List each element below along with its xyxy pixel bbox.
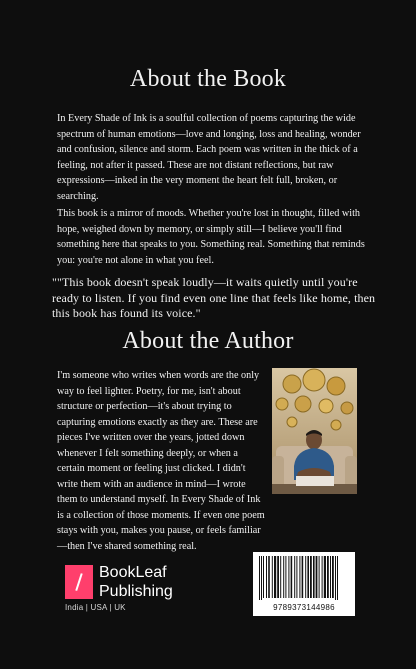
- barcode-bar: [299, 556, 300, 598]
- barcode-bar: [259, 556, 260, 600]
- about-book-paragraph-1: In Every Shade of Ink is a soulful collection of poems capturing the wide spectrum of human emotions—love and longing, loss and healing, wonder and confusion, silence and storm. Each poem was written in the thick of a feeling, not after it passed. These are not distant reflections, but raw expressions—inked in the very moment the heart felt full, broken, or searching.: [57, 113, 361, 202]
- publisher-name-line-1: BookLeaf: [99, 564, 167, 581]
- barcode-bar: [283, 556, 284, 598]
- author-bio: I'm someone who writes when words are the only way to feel lighter. Poetry, for me, isn't about structure or perfection—it's about trying to capturing emotions exactly as they are. These are pieces I've written over the years, jotted down whenever I felt something deeply, or when a certain moment or feeling just clicked. I didn't write them with an audience in mind—I wrote them to understand myself. In Every Shade of Ink is a collection of those moments. If even one poem stays with you, makes you pause, or feels familiar—then I've shared something real.: [57, 370, 265, 552]
- barcode-bar: [310, 556, 312, 598]
- barcode-bar: [285, 556, 286, 598]
- barcode-bar: [291, 556, 293, 598]
- barcode-bar: [268, 556, 270, 598]
- publisher-name-line-2: Publishing: [99, 583, 173, 600]
- author-photo-illustration: [272, 368, 357, 494]
- barcode-bar: [272, 556, 273, 598]
- publisher-regions: India | USA | UK: [65, 603, 126, 612]
- pull-quote: ""This book doesn't speak loudly—it waits quietly until you're ready to listen. If you find even one line that feels like home, then this book has found its voice.": [52, 275, 376, 320]
- barcode-bar: [274, 556, 276, 598]
- isbn-number: 9789373144986: [273, 603, 335, 612]
- barcode-bar: [305, 556, 306, 598]
- publisher-logo: [65, 563, 215, 623]
- barcode-bar: [322, 556, 323, 598]
- barcode-bar: [332, 556, 334, 598]
- barcode-bar: [302, 556, 304, 598]
- barcode-bar: [324, 556, 326, 598]
- barcode-bar: [316, 556, 318, 598]
- isbn-barcode: [253, 552, 355, 616]
- barcode-bar: [277, 556, 279, 598]
- barcode-bar: [296, 556, 297, 598]
- barcode-bar: [335, 556, 336, 600]
- barcode-bars: [258, 556, 350, 600]
- barcode-bar: [294, 556, 295, 598]
- bookleaf-logo-icon: [65, 565, 93, 599]
- barcode-bar: [313, 556, 315, 598]
- author-photo: [272, 368, 357, 494]
- barcode-bar: [266, 556, 267, 598]
- barcode-bar: [263, 556, 264, 598]
- publisher-name: [99, 563, 173, 601]
- barcode-bar: [288, 556, 289, 598]
- about-book-heading: About the Book: [129, 66, 287, 92]
- barcode-bar: [307, 556, 309, 598]
- barcode-bar: [330, 556, 331, 598]
- about-book-paragraph-2: This book is a mirror of moods. Whether you're lost in thought, filled with hope, weighed down by memory, or simply still—I believe you'll find something here that speaks to you. Something real. Something that reminds you: you're not alone in what you feel.: [57, 208, 365, 266]
- barcode-bar: [261, 556, 262, 600]
- barcode-bar: [280, 556, 281, 598]
- barcode-bar: [319, 556, 320, 598]
- barcode-bar: [327, 556, 329, 598]
- about-author-heading: About the Author: [122, 328, 294, 354]
- barcode-bar: [337, 556, 338, 600]
